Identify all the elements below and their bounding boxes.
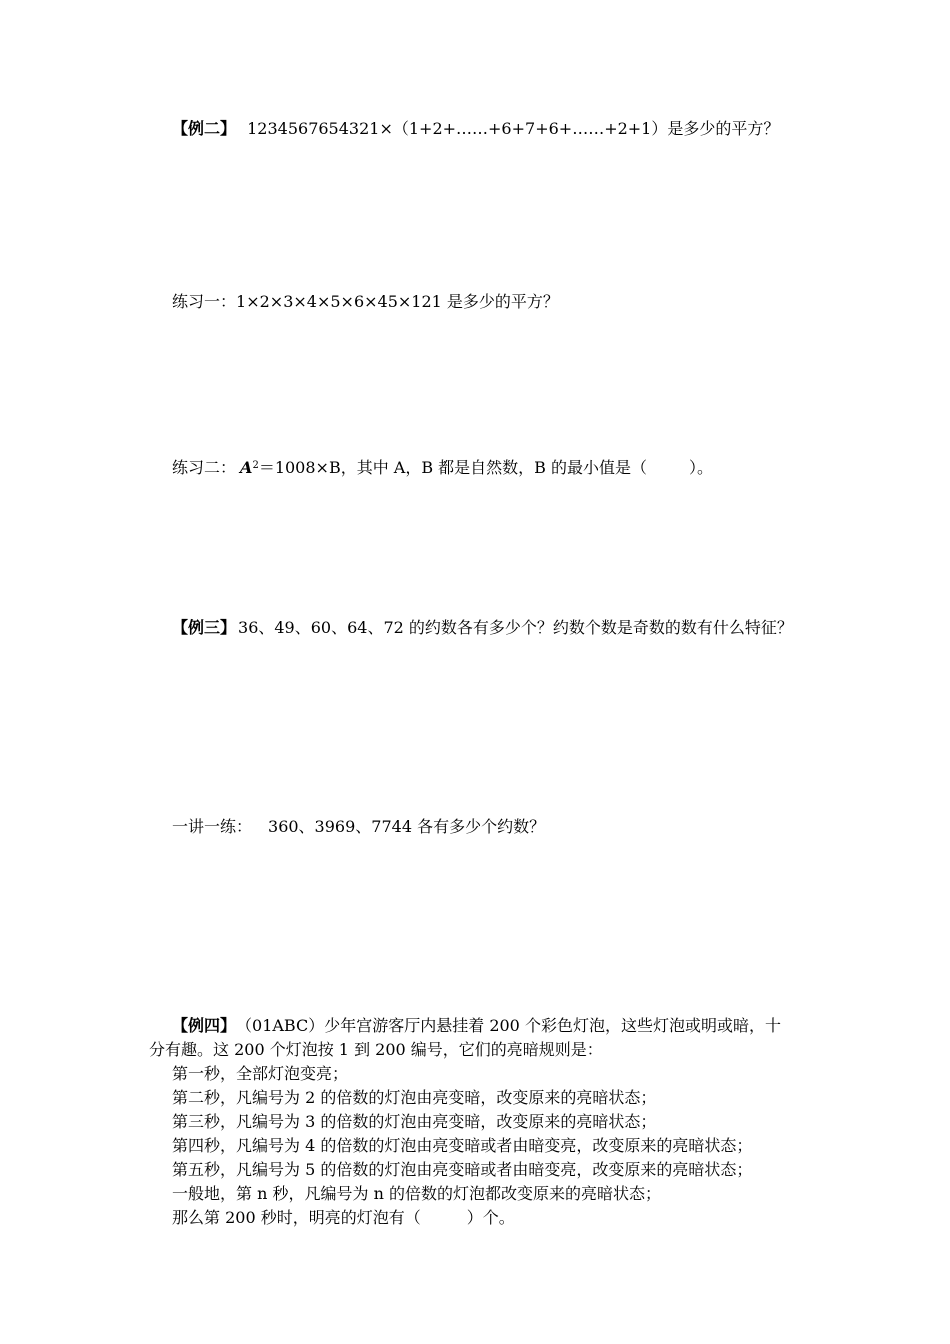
practice-2 [172,455,713,479]
practice-1-label: 练习一： [172,292,237,311]
rule-text: 一般地，第 n 秒，凡编号为 n 的倍数的灯泡都改变原来的亮暗状态； [172,1184,661,1203]
example-3-text: 36、49、60、64、72 的约数各有多少个？约数个数是奇数的数有什么特征？ [238,618,793,637]
example-4-rule-5 [172,1159,752,1181]
practice-2-label: 练习二： [172,458,237,477]
example-4-question [172,1207,515,1229]
drill [172,816,545,838]
practice-1-text: 1×2×3×4×5×6×45×121 是多少的平方？ [236,292,559,311]
practice-2-variable: A [240,458,253,477]
example-4-line-1 [172,1015,781,1037]
example-3 [172,617,793,639]
example-4-rule-6 [172,1183,661,1205]
rule-text: 第五秒，凡编号为 5 的倍数的灯泡由亮变暗或者由暗变亮，改变原来的亮暗状态； [172,1160,753,1179]
rule-text: 第四秒，凡编号为 4 的倍数的灯泡由亮变暗或者由暗变亮，改变原来的亮暗状态； [172,1136,753,1155]
example-3-label: 【例三】 [172,618,237,637]
drill-label: 一讲一练： [172,817,253,836]
example-4-intro-cont: 分有趣。这 200 个灯泡按 1 到 200 编号，它们的亮暗规则是： [149,1040,603,1059]
example-4-rule-1 [172,1063,348,1085]
example-4-question-end: ）个。 [466,1208,515,1227]
example-4-label: 【例四】 [172,1016,237,1035]
drill-text: 360、3969、7744 各有多少个约数？ [268,817,546,836]
example-4-line-2 [149,1039,603,1061]
rule-text: 第三秒，凡编号为 3 的倍数的灯泡由亮变暗，改变原来的亮暗状态； [172,1112,657,1131]
rule-text: 第一秒，全部灯泡变亮； [172,1064,349,1083]
example-4-intro: （01ABC）少年宫游客厅内悬挂着 200 个彩色灯泡，这些灯泡或明或暗，十 [244,1016,781,1035]
practice-2-exponent: 2 [252,460,259,471]
example-4-rule-2 [172,1087,656,1109]
example-2-label: 【例二】 [172,119,237,138]
example-4-rule-3 [172,1111,656,1133]
practice-2-text-end: ）。 [689,458,714,477]
example-2-text: 1234567654321×（1+2+……+6+7+6+……+2+1）是多少的平方？ [247,119,780,138]
rule-text: 第二秒，凡编号为 2 的倍数的灯泡由亮变暗，改变原来的亮暗状态； [172,1088,657,1107]
example-4-rule-4 [172,1135,752,1157]
example-4-question-text: 那么第 200 秒时，明亮的灯泡有（ [172,1208,421,1227]
practice-1 [172,291,559,313]
practice-2-text: ＝1008×B，其中 A，B 都是自然数，B 的最小值是（ [258,458,648,477]
example-2 [172,118,779,140]
